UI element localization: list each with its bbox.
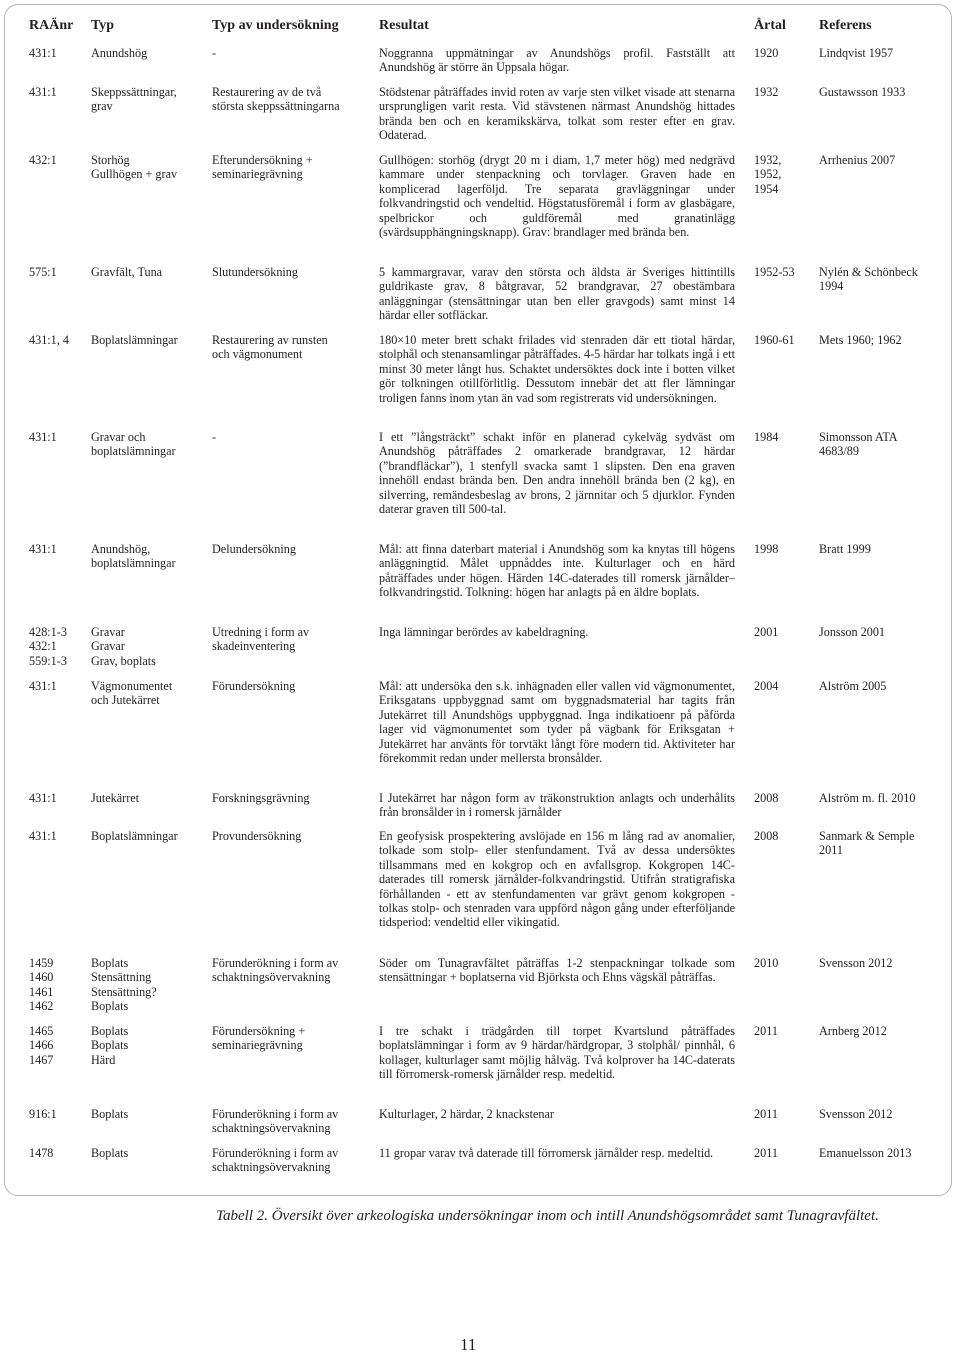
- cell-resultat: Gullhögen: storhög (drygt 20 m i diam, 1,7 meter hög) med nedgrävd kammare under stenpackning och torvlager. Graven hade en komplicerad lagerföljd. Tre separata gravläggningar under folkvandringstid och vendeltid. Högstatusföremål i form av glasbägare, spelbrickor och guldföremål med granatinlägg (svärdsupphängningsknapp). Grav: brandlager med brända ben.: [379, 153, 735, 240]
- cell-resultat: I ett ”långsträckt” schakt inför en planerad cykelväg sydväst om Anundshög påträffades 2 omarkerade brandgravar, 12 härdar (”brandfläckar”), 1 stenfyll svacka samt 1 slipsten. Den ena graven innehöll endast brända ben. Den andra innehöll brända ben (2 kg), en silverring, remändesbeslag av brons, 2 järnnitar och 5 djurklor. Fynden daterar graven till 500-tal.: [379, 430, 735, 517]
- cell-undersokning: Restaurering av runsten och vägmonument: [212, 333, 328, 362]
- cell-resultat: Stödstenar påträffades invid roten av varje sten vilket visade att stenarna ursprungligen varit resta. Vid stävstenen närmast Anundshög hittades brända ben och en keramikskärva, tolkat som rester efter en grav. Odaterad.: [379, 85, 735, 143]
- header-resultat: Resultat: [379, 18, 429, 33]
- cell-raanr: 431:1: [29, 85, 57, 99]
- cell-artal: 1998: [754, 542, 779, 556]
- cell-undersokning: Slutundersökning: [212, 265, 298, 279]
- header-referens: Referens: [819, 18, 872, 33]
- cell-referens: Jonsson 2001: [819, 625, 886, 639]
- cell-resultat: I Jutekärret har någon form av träkonstruktion anlagts och underhålits från bronsålder in i romersk järnålder: [379, 791, 735, 820]
- cell-resultat: Inga lämningar berördes av kabeldragning.: [379, 625, 589, 639]
- cell-typ: Anundshög, boplatslämningar: [91, 542, 176, 571]
- page-number: 11: [460, 1335, 477, 1354]
- cell-raanr: 431:1: [29, 542, 57, 556]
- cell-typ: Boplats Stensättning Stensättning? Boplats: [91, 956, 157, 1014]
- cell-undersokning: -: [212, 430, 217, 444]
- cell-undersokning: Förunderökning i form av schaktningsövervakning: [212, 956, 339, 985]
- cell-typ: Boplatslämningar: [91, 333, 178, 347]
- header-raanr: RAÄnr: [29, 18, 74, 33]
- cell-undersokning: Förunderökning i form av schaktningsövervakning: [212, 1107, 339, 1136]
- cell-resultat: Söder om Tunagravfältet påträffas 1-2 stenpackningar tolkade som stensättningar + boplatserna vid Björksta och Ehns vägskäl påträffas.: [379, 956, 735, 985]
- cell-raanr: 428:1-3 432:1 559:1-3: [29, 625, 67, 668]
- cell-referens: Svensson 2012: [819, 1107, 893, 1121]
- cell-undersokning: Provundersökning: [212, 829, 302, 843]
- cell-resultat: Mål: att undersöka den s.k. inhägnaden eller vallen vid vägmonumentet, Eriksgatans uppbyggnad samt om byggnadsmaterial har tagits från Jutekärret till Anundshögs uppbyggnad. Inga indikatioenr på påförda lager vid vägmonumentet som tyder på vägbank för Eriksgatan + Jutekärret har använts för torvtäkt långt före modern tid. Aktiviteter har förekommit redan under mellersta bronsålder.: [379, 679, 735, 766]
- cell-typ: Gravar och boplatslämningar: [91, 430, 176, 459]
- cell-artal: 2001: [754, 625, 779, 639]
- cell-artal: 1932, 1952, 1954: [754, 153, 782, 196]
- cell-referens: Lindqvist 1957: [819, 46, 894, 60]
- cell-artal: 1920: [754, 46, 779, 60]
- cell-referens: Arrhenius 2007: [819, 153, 896, 167]
- cell-artal: 2010: [754, 956, 779, 970]
- cell-resultat: 11 gropar varav två daterade till förromersk järnålder resp. medeltid.: [379, 1146, 714, 1160]
- cell-referens: Simonsson ATA 4683/89: [819, 430, 898, 459]
- table-caption: Tabell 2. Översikt över arkeologiska undersökningar inom och intill Anundshögsområdet samt Tunagravfältet.: [216, 1208, 879, 1224]
- cell-raanr: 431:1: [29, 829, 57, 843]
- cell-artal: 2011: [754, 1146, 778, 1160]
- header-typ: Typ: [91, 18, 115, 33]
- cell-undersokning: Förundersökning: [212, 679, 296, 693]
- cell-raanr: 432:1: [29, 153, 57, 167]
- cell-resultat: 5 kammargravar, varav den största och äldsta är Sveriges hittintills guldrikaste grav, 8 båtgravar, 52 brandgravar, 27 obestämbara anläggningar (stensättningar utan ben eller gravgods) samt minst 14 härdar eller sotfläckar.: [379, 265, 735, 323]
- cell-undersokning: Förundersökning + seminariegrävning: [212, 1024, 306, 1053]
- cell-typ: Vägmonumentet och Jutekärret: [91, 679, 173, 708]
- cell-undersokning: Forskningsgrävning: [212, 791, 310, 805]
- cell-artal: 1984: [754, 430, 779, 444]
- cell-undersokning: Restaurering av de två största skeppssättningarna: [212, 85, 340, 114]
- cell-referens: Bratt 1999: [819, 542, 871, 556]
- cell-referens: Alström 2005: [819, 679, 887, 693]
- cell-artal: 2008: [754, 791, 779, 805]
- cell-undersokning: Utredning i form av skadeinventering: [212, 625, 310, 654]
- cell-typ: Anundshög: [91, 46, 148, 60]
- cell-undersokning: Efterundersökning + seminariegrävning: [212, 153, 313, 182]
- cell-raanr: 1465 1466 1467: [29, 1024, 54, 1067]
- cell-raanr: 431:1: [29, 46, 57, 60]
- cell-resultat: I tre schakt i trädgården till torpet Kvartslund påträffades boplatslämningar i form av 9 härdar/härdgropar, 3 stolphål/ pinnhål, 6 kollager, kulturlager samt möjlig hålväg. Två kolprover ha 14C-daterats till förromersk-romersk järnålder resp. medeltid.: [379, 1024, 735, 1082]
- cell-typ: Boplats: [91, 1146, 129, 1160]
- cell-resultat: Mål: att finna daterbart material i Anundshög som ka knytas till högens anläggningtid. Målet uppnåddes inte. Kulturlager och en härd påträffades under högen. Härden 14C-daterades till romersk järnålder–folkvandringstid. Tolkning: högen har anlagts på en äldre boplats.: [379, 542, 735, 600]
- cell-referens: Nylén & Schönbeck 1994: [819, 265, 918, 294]
- cell-raanr: 431:1, 4: [29, 333, 69, 347]
- cell-referens: Emanuelsson 2013: [819, 1146, 912, 1160]
- header-undersokning: Typ av undersökning: [212, 18, 339, 33]
- cell-raanr: 1459 1460 1461 1462: [29, 956, 54, 1014]
- cell-artal: 2011: [754, 1024, 778, 1038]
- cell-typ: Boplatslämningar: [91, 829, 178, 843]
- cell-resultat: En geofysisk prospektering avslöjade en 156 m lång rad av anomalier, tolkade som stolp- eller stenfundament. Två av dessa undersöktes tillsammans med en kokgrop och en avfallsgrop. Kokgropen 14C-daterades till romersk järnålder-folkvandringstid. Utifrån stratigrafiska förhållanden - ett av stenfundamenten var grävt genom kokgropen - tolkas stolp- och stenraden vara uppförd någon gång under efterföljande tidsperiod: vendeltid eller vikingatid.: [379, 829, 735, 930]
- cell-referens: Mets 1960; 1962: [819, 333, 902, 347]
- cell-typ: Gravfält, Tuna: [91, 265, 163, 279]
- cell-artal: 1932: [754, 85, 779, 99]
- cell-raanr: 431:1: [29, 430, 57, 444]
- cell-undersokning: Förunderökning i form av schaktningsövervakning: [212, 1146, 339, 1175]
- cell-artal: 2008: [754, 829, 779, 843]
- cell-raanr: 431:1: [29, 791, 57, 805]
- cell-artal: 2004: [754, 679, 779, 693]
- cell-resultat: 180×10 meter brett schakt frilades vid stenraden där ett tiotal härdar, stolphål och stenansamlingar påträffades. 4-5 härdar har tolkats ingå i ett minst 30 meter långt hus. Schaktet undersöktes dock inte i botten vilket gör tolkningen otillförlitlig. Dessutom innebär det att fler lämningar troligen fanns inom ytan än vad som registrerats vid undersökningen.: [379, 333, 735, 405]
- cell-undersokning: -: [212, 46, 217, 60]
- cell-referens: Alström m. fl. 2010: [819, 791, 916, 805]
- cell-raanr: 431:1: [29, 679, 57, 693]
- cell-referens: Arnberg 2012: [819, 1024, 887, 1038]
- cell-resultat: Noggranna uppmätningar av Anundshögs profil. Fastställt att Anundshög är större än Uppsala högar.: [379, 46, 735, 75]
- cell-artal: 2011: [754, 1107, 778, 1121]
- cell-typ: Skeppssättningar, grav: [91, 85, 177, 114]
- cell-raanr: 916:1: [29, 1107, 57, 1121]
- cell-typ: Gravar Gravar Grav, boplats: [91, 625, 156, 668]
- cell-referens: Svensson 2012: [819, 956, 893, 970]
- cell-artal: 1960-61: [754, 333, 795, 347]
- cell-referens: Sanmark & Semple 2011: [819, 829, 915, 858]
- cell-raanr: 1478: [29, 1146, 54, 1160]
- cell-typ: Jutekärret: [91, 791, 140, 805]
- cell-typ: Boplats Boplats Härd: [91, 1024, 129, 1067]
- cell-referens: Gustawsson 1933: [819, 85, 906, 99]
- cell-undersokning: Delundersökning: [212, 542, 296, 556]
- cell-typ: Boplats: [91, 1107, 129, 1121]
- cell-resultat: Kulturlager, 2 härdar, 2 knackstenar: [379, 1107, 554, 1121]
- header-artal: Årtal: [754, 18, 786, 33]
- cell-raanr: 575:1: [29, 265, 57, 279]
- cell-artal: 1952-53: [754, 265, 795, 279]
- cell-typ: Storhög Gullhögen + grav: [91, 153, 178, 182]
